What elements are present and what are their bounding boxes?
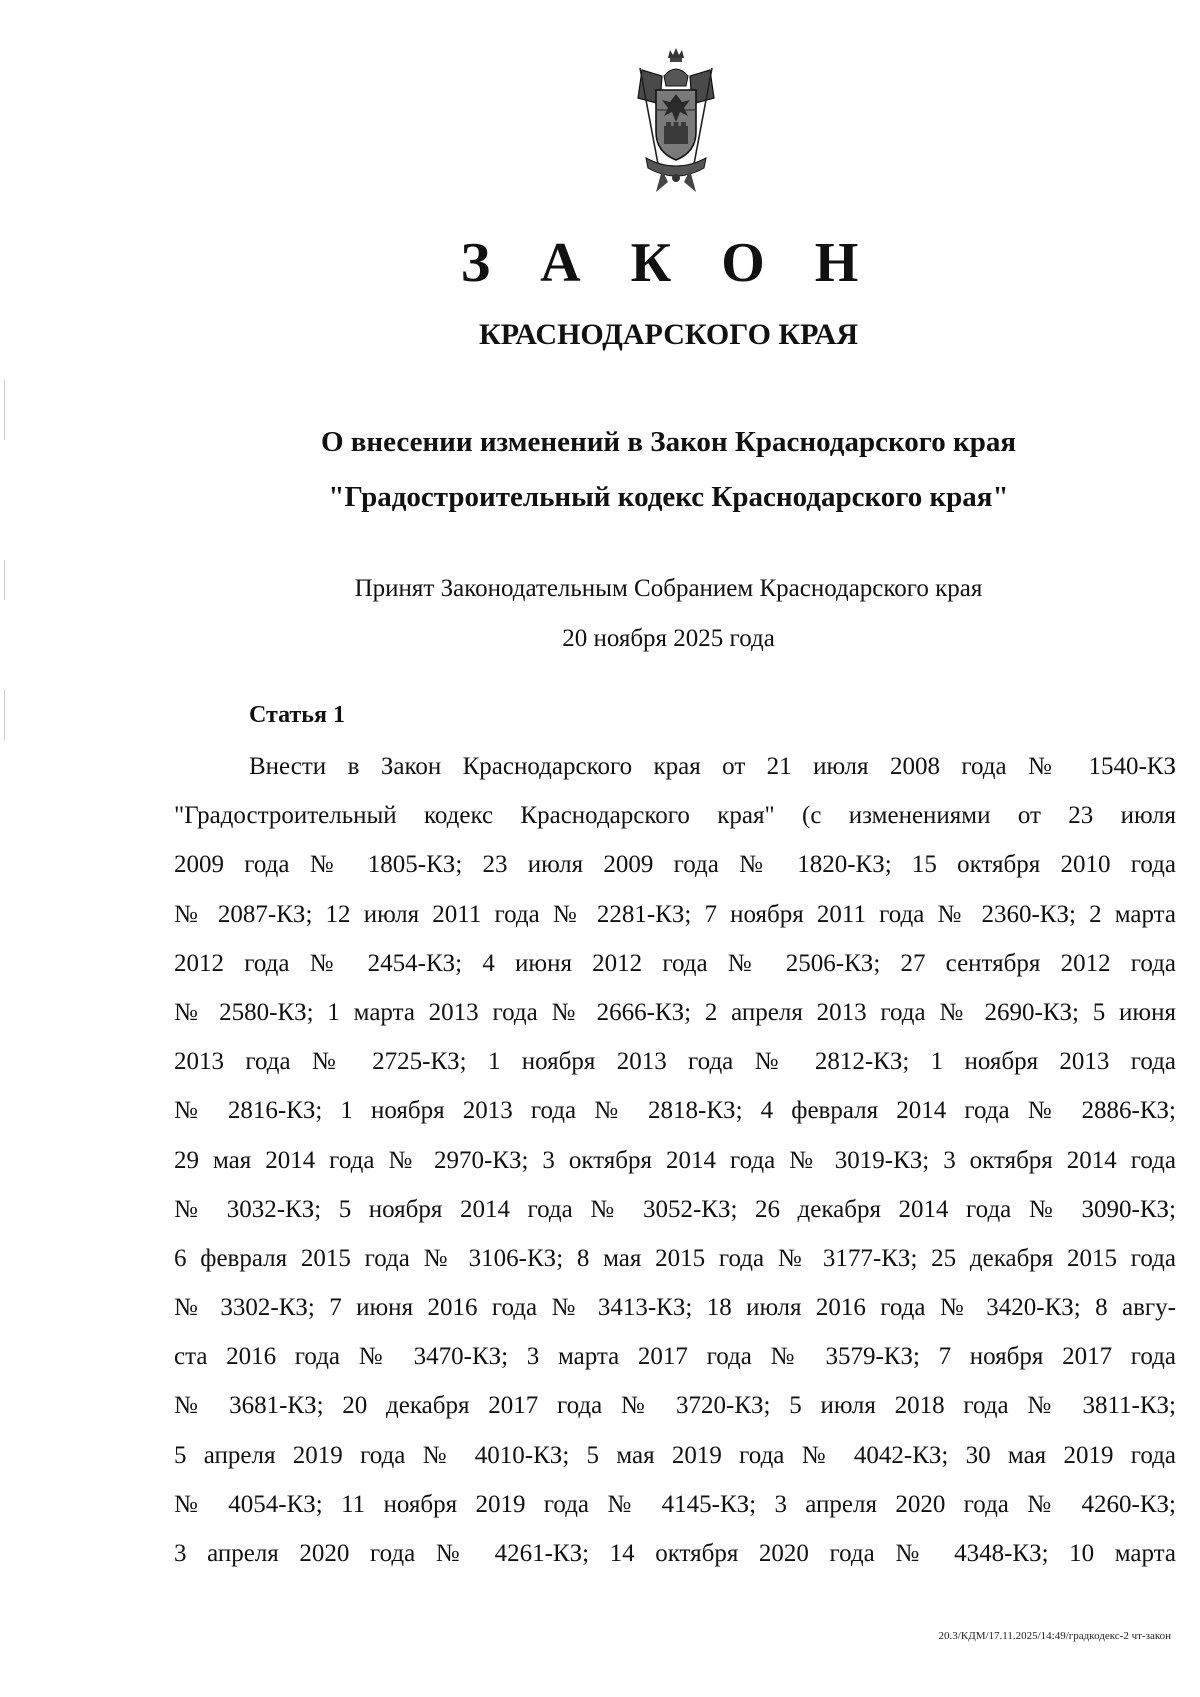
footer-registration-note: 20.3/КДМ/17.11.2025/14:49/градкодекс-2 чт-закон	[938, 1630, 1171, 1642]
body-line: № 2580-КЗ; 1 марта 2013 года № 2666-КЗ; 2 апреля 2013 года № 2690-КЗ; 5 июня	[174, 998, 1176, 1026]
article-heading: Статья 1	[249, 702, 345, 728]
document-heading-line-1: О внесении изменений в Закон Краснодарского края	[320, 426, 1017, 458]
body-line: № 3302-КЗ; 7 июня 2016 года № 3413-КЗ; 18 июля 2016 года № 3420-КЗ; 8 авгу-	[174, 1294, 1176, 1322]
body-line: 2012 года № 2454-КЗ; 4 июня 2012 года № 2506-КЗ; 27 сентября 2012 года	[174, 949, 1176, 977]
body-line: 5 апреля 2019 года № 4010-КЗ; 5 мая 2019 года № 4042-КЗ; 30 мая 2019 года	[174, 1441, 1176, 1469]
body-line: № 3681-КЗ; 20 декабря 2017 года № 3720-КЗ; 5 июля 2018 года № 3811-КЗ;	[174, 1392, 1176, 1420]
body-line: Внести в Закон Краснодарского края от 21 июля 2008 года № 1540-КЗ	[249, 753, 1176, 780]
scan-margin-mark	[4, 690, 5, 740]
body-line: № 3032-КЗ; 5 ноября 2014 года № 3052-КЗ; 26 декабря 2014 года № 3090-КЗ;	[174, 1195, 1176, 1223]
coat-of-arms-icon	[612, 46, 740, 196]
body-line: 2009 года № 1805-КЗ; 23 июля 2009 года № 1820-КЗ; 15 октября 2010 года	[174, 851, 1176, 879]
body-line: № 4054-КЗ; 11 ноября 2019 года № 4145-КЗ; 3 апреля 2020 года № 4260-КЗ;	[174, 1490, 1176, 1518]
adoption-statement: Принят Законодательным Собранием Краснодарского края	[354, 575, 983, 602]
law-subtitle: КРАСНОДАРСКОГО КРАЯ	[479, 318, 858, 351]
law-title: З А К О Н	[460, 232, 877, 294]
document-heading-line-2: "Градостроительный кодекс Краснодарского края"	[328, 481, 1009, 513]
body-line: 2013 года № 2725-КЗ; 1 ноября 2013 года № 2812-КЗ; 1 ноября 2013 года	[174, 1048, 1176, 1076]
body-line: "Градостроительный кодекс Краснодарского края" (с изменениями от 23 июля	[174, 802, 1176, 830]
body-line: 29 мая 2014 года № 2970-КЗ; 3 октября 2014 года № 3019-КЗ; 3 октября 2014 года	[174, 1146, 1176, 1174]
adoption-date: 20 ноября 2025 года	[562, 625, 775, 652]
article-body	[174, 742, 1176, 1578]
body-line: № 2087-КЗ; 12 июля 2011 года № 2281-КЗ; 7 ноября 2011 года № 2360-КЗ; 2 марта	[174, 900, 1176, 928]
body-line: № 2816-КЗ; 1 ноября 2013 года № 2818-КЗ; 4 февраля 2014 года № 2886-КЗ;	[174, 1097, 1176, 1125]
body-line: 3 апреля 2020 года № 4261-КЗ; 14 октября 2020 года № 4348-КЗ; 10 марта	[174, 1540, 1176, 1567]
body-line: ста 2016 года № 3470-КЗ; 3 марта 2017 года № 3579-КЗ; 7 ноября 2017 года	[174, 1343, 1176, 1371]
body-line: 6 февраля 2015 года № 3106-КЗ; 8 мая 2015 года № 3177-КЗ; 25 декабря 2015 года	[174, 1244, 1176, 1272]
